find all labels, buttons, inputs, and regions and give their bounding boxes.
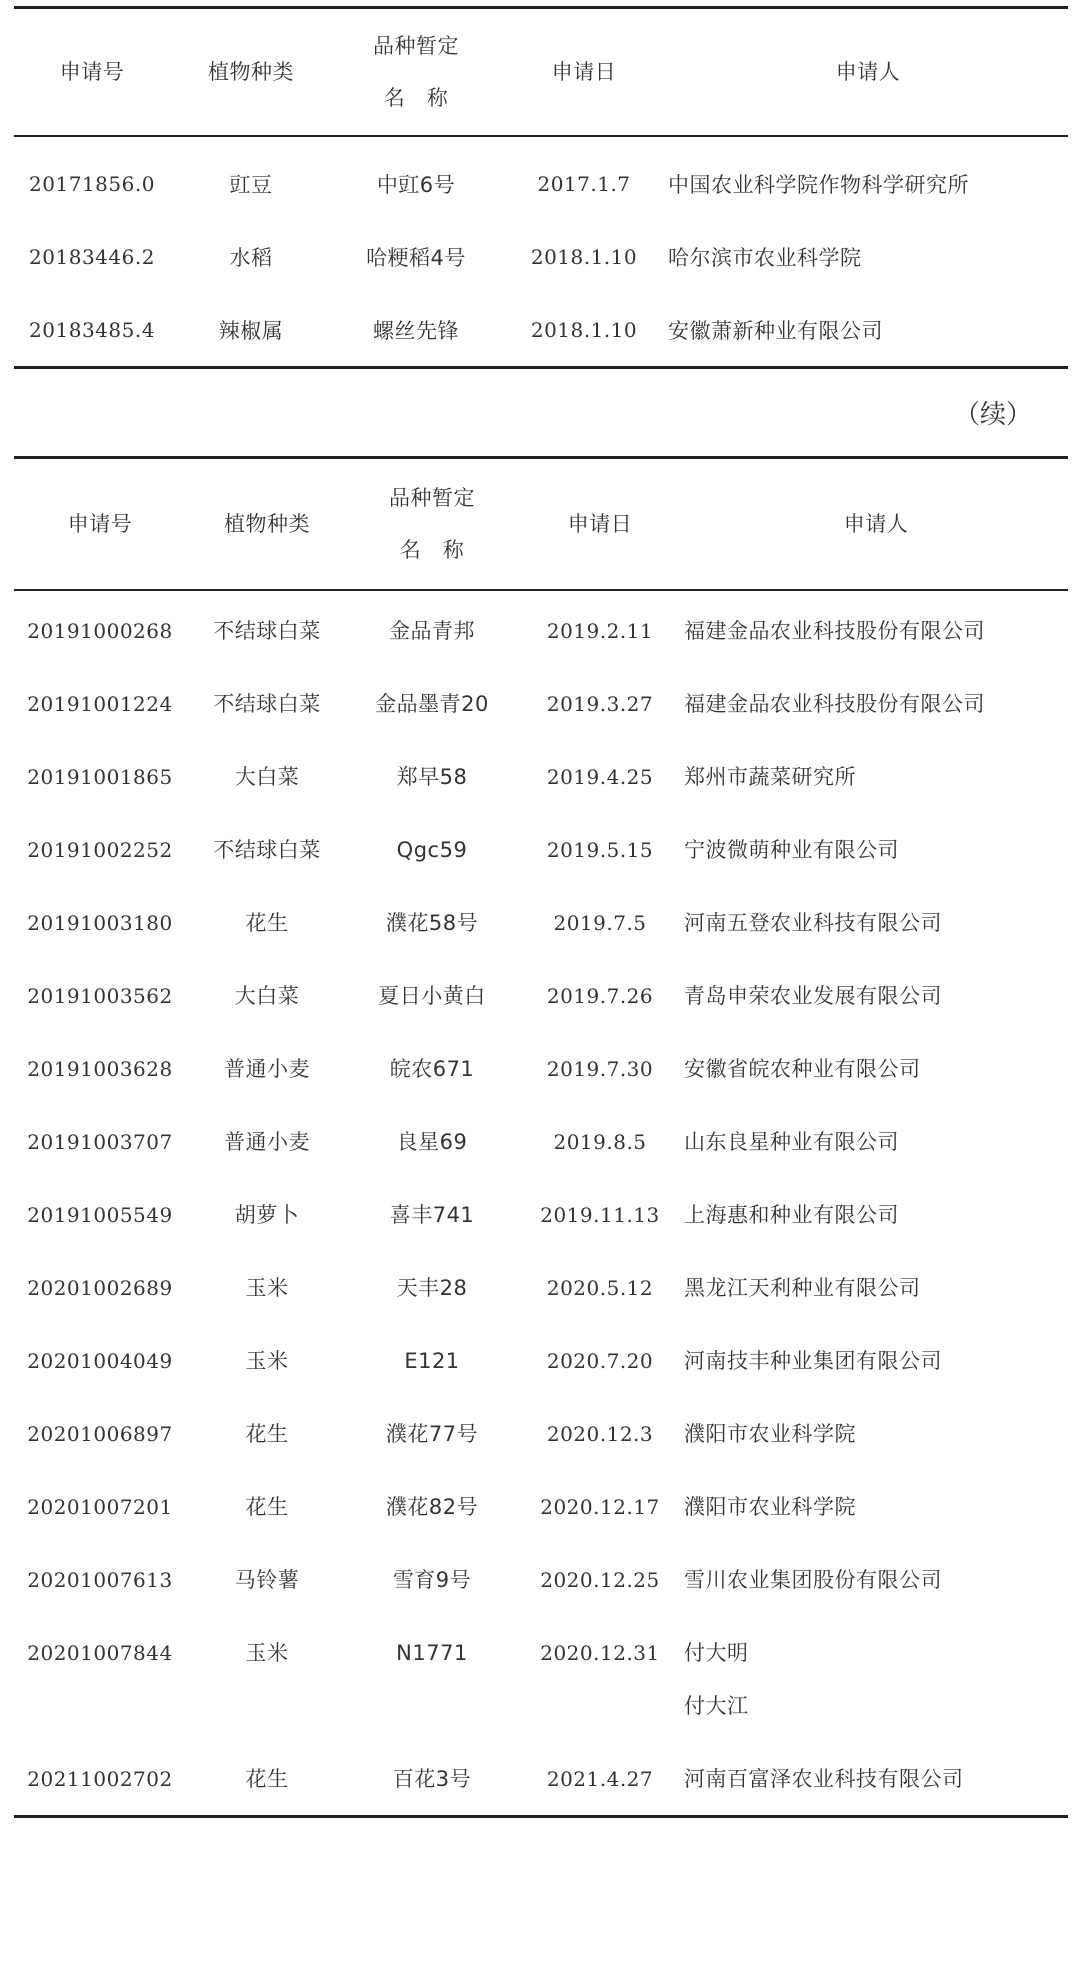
applicant-line: 濮阳市农业科学院: [684, 1495, 856, 1519]
table-row: [14, 740, 1068, 813]
cell-variety-name: 螺丝先锋: [373, 318, 459, 343]
header-variety-name: [348, 458, 516, 591]
cell-applicant: [684, 1397, 1068, 1470]
applicant-line: 郑州市蔬菜研究所: [684, 765, 856, 789]
cell-plant-type: [186, 886, 348, 959]
applicant-line: 福建金品农业科技股份有限公司: [684, 692, 985, 716]
cell-plant-type: [186, 1742, 348, 1817]
cell-app-no: 20171856.0: [29, 171, 155, 196]
applicant-line: 哈尔滨市农业科学院: [668, 245, 862, 270]
cell-variety-name: 皖农671: [389, 1057, 475, 1081]
cell-app-no: 20201002689: [27, 1276, 173, 1300]
cell-plant-type-text: 花生: [245, 1422, 289, 1446]
applicant-line: 山东良星种业有限公司: [684, 1130, 899, 1154]
cell-variety-name: N1771: [396, 1641, 468, 1665]
table-row: [14, 1251, 1068, 1324]
cell-application-date: 2019.4.25: [546, 765, 654, 789]
table-row: [14, 293, 1068, 368]
cell-variety-name: 濮花82号: [385, 1495, 479, 1519]
cell-applicant: [684, 886, 1068, 959]
cell-variety-name: 天丰28: [396, 1276, 468, 1300]
header-applicant: 申请人: [684, 458, 1068, 591]
cell-plant-type: [186, 590, 348, 667]
cell-applicant: [684, 1543, 1068, 1616]
table-row: [14, 1032, 1068, 1105]
cell-plant-type: 水稻: [229, 245, 273, 270]
header-application-date: 申请日: [500, 8, 668, 137]
table-1-body: [14, 136, 1068, 368]
cell-applicant: [684, 1324, 1068, 1397]
cell-applicant: [684, 1470, 1068, 1543]
cell-applicant: [684, 1105, 1068, 1178]
cell-app-no: 20183446.2: [29, 244, 155, 269]
applicant-line: 宁波微萌种业有限公司: [684, 838, 899, 862]
cell-plant-type-text: 花生: [245, 911, 289, 935]
cell-application-date: 2019.5.15: [546, 838, 654, 862]
cell-application-date: 2018.1.10: [530, 244, 638, 269]
cell-applicant: [684, 1251, 1068, 1324]
cell-app-no: 20211002702: [27, 1767, 173, 1791]
cell-app-no: 20191000268: [27, 619, 173, 643]
cell-applicant: [668, 136, 1068, 220]
cell-applicant: [684, 959, 1068, 1032]
header-variety-name-line2: 名 称: [383, 86, 449, 110]
cell-applicant: [684, 1742, 1068, 1817]
cell-application-date: 2020.5.12: [546, 1276, 654, 1300]
cell-application-date: 2019.7.26: [546, 984, 654, 1008]
applicant-line: 安徽省皖农种业有限公司: [684, 1057, 921, 1081]
cell-plant-type-text: 大白菜: [234, 765, 300, 789]
variety-table-1: [14, 6, 1068, 369]
table-row: [14, 1742, 1068, 1817]
cell-application-date: 2019.11.13: [540, 1203, 660, 1227]
cell-applicant: [668, 293, 1068, 368]
table-header-row: [14, 458, 1068, 591]
cell-plant-type: [186, 667, 348, 740]
cell-application-date: 2020.7.20: [546, 1349, 654, 1373]
continuation-label: （续）: [953, 400, 1032, 430]
cell-app-no: 20183485.4: [29, 317, 155, 342]
cell-plant-type-text: 普通小麦: [224, 1130, 310, 1154]
cell-app-no: 20201007201: [27, 1495, 173, 1519]
applicant-line: 中国农业科学院作物科学研究所: [668, 172, 969, 197]
cell-variety-name: E121: [404, 1349, 460, 1373]
cell-application-date: 2017.1.7: [537, 171, 631, 196]
cell-plant-type-text: 大白菜: [234, 984, 300, 1008]
cell-application-date: 2021.4.27: [546, 1767, 654, 1791]
table-row: [14, 813, 1068, 886]
header-application-date: 申请日: [516, 458, 684, 591]
cell-application-date: 2019.2.11: [546, 619, 654, 643]
cell-plant-type: 辣椒属: [218, 318, 284, 343]
cell-application-date: 2019.7.30: [546, 1057, 654, 1081]
table-row: [14, 136, 1068, 220]
applicant-line: 青岛申荣农业发展有限公司: [684, 984, 942, 1008]
table-2-body: [14, 590, 1068, 1817]
cell-applicant: [684, 590, 1068, 667]
cell-plant-type: [186, 1105, 348, 1178]
cell-plant-type-text: 不结球白菜: [213, 692, 321, 716]
cell-app-no: 20191003628: [27, 1057, 173, 1081]
cell-application-date: 2019.3.27: [546, 692, 654, 716]
header-app-no: 申请号: [14, 458, 186, 591]
cell-variety-name: 金品墨青20: [375, 692, 489, 716]
cell-application-date: 2019.8.5: [553, 1130, 647, 1154]
header-variety-name-line1: 品种暂定: [389, 486, 475, 510]
cell-plant-type-text: 普通小麦: [224, 1057, 310, 1081]
header-plant-type: 植物种类: [170, 8, 332, 137]
table-row: [14, 959, 1068, 1032]
cell-app-no: 20191003707: [27, 1130, 173, 1154]
cell-plant-type: [186, 1032, 348, 1105]
cell-plant-type-text: 马铃薯: [234, 1568, 300, 1592]
cell-applicant: [684, 740, 1068, 813]
table-row: [14, 1543, 1068, 1616]
cell-variety-name: 百花3号: [392, 1767, 472, 1791]
cell-variety-name: 喜丰741: [389, 1203, 475, 1227]
cell-applicant: [684, 1032, 1068, 1105]
cell-variety-name: 雪育9号: [392, 1568, 472, 1592]
cell-app-no: 20191002252: [27, 838, 173, 862]
cell-app-no: 20191001224: [27, 692, 173, 716]
applicant-line: 上海惠和种业有限公司: [684, 1203, 899, 1227]
table-row: [14, 1105, 1068, 1178]
applicant-line: 河南技丰种业集团有限公司: [684, 1349, 942, 1373]
cell-app-no: 20201004049: [27, 1349, 173, 1373]
cell-variety-name: 良星69: [396, 1130, 468, 1154]
cell-variety-name: 濮花58号: [385, 911, 479, 935]
applicant-line: 濮阳市农业科学院: [684, 1422, 856, 1446]
cell-application-date: 2020.12.3: [546, 1422, 654, 1446]
cell-app-no: 20201007613: [27, 1568, 173, 1592]
applicant-line: 河南百富泽农业科技有限公司: [684, 1767, 964, 1791]
header-variety-name-line1: 品种暂定: [373, 34, 459, 58]
table-row: [14, 1178, 1068, 1251]
cell-plant-type: [186, 1251, 348, 1324]
table-row: [14, 667, 1068, 740]
cell-variety-name: 哈粳稻4号: [366, 245, 466, 270]
cell-variety-name: Qgc59: [396, 838, 468, 862]
header-applicant: 申请人: [668, 8, 1068, 137]
cell-app-no: 20201006897: [27, 1422, 173, 1446]
cell-plant-type: [186, 740, 348, 813]
table-row: [14, 886, 1068, 959]
cell-variety-name: 夏日小黄白: [378, 984, 486, 1008]
cell-variety-name: 金品青邦: [389, 619, 475, 643]
cell-plant-type-text: 玉米: [245, 1276, 289, 1300]
table-row: [14, 590, 1068, 667]
cell-application-date: 2018.1.10: [530, 317, 638, 342]
cell-app-no: 20191003562: [27, 984, 173, 1008]
cell-plant-type-text: 胡萝卜: [234, 1203, 300, 1227]
cell-plant-type: [186, 1543, 348, 1616]
cell-applicant: [684, 1616, 1068, 1742]
header-app-no: 申请号: [14, 8, 170, 137]
cell-variety-name: 郑早58: [396, 765, 468, 789]
cell-applicant: [684, 667, 1068, 740]
header-plant-type: 植物种类: [186, 458, 348, 591]
cell-app-no: 20191001865: [27, 765, 173, 789]
table-row: [14, 1616, 1068, 1742]
table-row: [14, 220, 1068, 293]
cell-app-no: 20191005549: [27, 1203, 173, 1227]
variety-table-2: [14, 456, 1068, 1818]
cell-application-date: 2020.12.25: [540, 1568, 660, 1592]
cell-variety-name: 中豇6号: [376, 172, 456, 197]
header-variety-name: [332, 8, 500, 137]
cell-applicant: [684, 813, 1068, 886]
cell-app-no: 20191003180: [27, 911, 173, 935]
cell-applicant: [668, 220, 1068, 293]
cell-plant-type: [186, 1616, 348, 1742]
cell-plant-type: [186, 1470, 348, 1543]
cell-plant-type: [186, 813, 348, 886]
cell-plant-type-text: 不结球白菜: [213, 619, 321, 643]
applicant-line: 安徽萧新种业有限公司: [668, 318, 883, 343]
cell-plant-type: [186, 1324, 348, 1397]
cell-plant-type-text: 花生: [245, 1495, 289, 1519]
cell-variety-name: 濮花77号: [385, 1422, 479, 1446]
cell-applicant: [684, 1178, 1068, 1251]
cell-application-date: 2020.12.17: [540, 1495, 660, 1519]
cell-plant-type-text: 玉米: [245, 1641, 289, 1665]
cell-application-date: 2019.7.5: [553, 911, 647, 935]
applicant-line: 付大江: [684, 1694, 749, 1718]
cell-application-date: 2020.12.31: [540, 1641, 660, 1665]
cell-plant-type: [186, 959, 348, 1032]
cell-plant-type: 豇豆: [229, 172, 273, 197]
table-row: [14, 1324, 1068, 1397]
applicant-line: 雪川农业集团股份有限公司: [684, 1568, 942, 1592]
applicant-line: 河南五登农业科技有限公司: [684, 911, 942, 935]
cell-plant-type-text: 不结球白菜: [213, 838, 321, 862]
cell-plant-type: [186, 1178, 348, 1251]
cell-app-no: 20201007844: [27, 1641, 173, 1665]
applicant-line: 黑龙江天利种业有限公司: [684, 1276, 921, 1300]
table-row: [14, 1470, 1068, 1543]
table-header-row: [14, 8, 1068, 137]
applicant-line: 付大明: [684, 1641, 749, 1665]
header-variety-name-line2: 名 称: [399, 538, 465, 562]
cell-plant-type-text: 玉米: [245, 1349, 289, 1373]
table-row: [14, 1397, 1068, 1470]
applicant-line: 福建金品农业科技股份有限公司: [684, 619, 985, 643]
cell-plant-type-text: 花生: [245, 1767, 289, 1791]
cell-plant-type: [186, 1397, 348, 1470]
